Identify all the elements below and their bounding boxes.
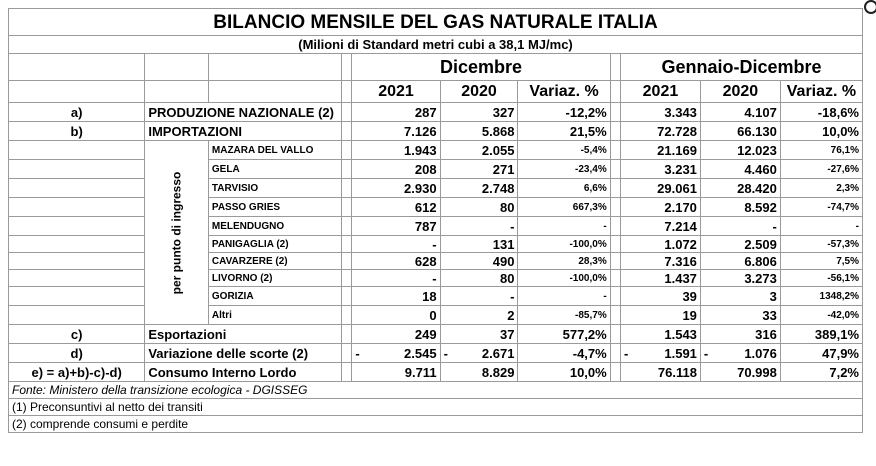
separator-cell (610, 160, 620, 179)
cell-year-2020: 4.107 (700, 103, 780, 122)
row-esportazioni (9, 325, 863, 344)
separator-cell (342, 198, 352, 217)
cell-year-2020: 66.130 (700, 122, 780, 141)
cell-year-variation: 47,9% (780, 344, 862, 363)
header-separator (342, 81, 352, 103)
cell-month-variation: 577,2% (518, 325, 610, 344)
cell-year-2021: 39 (620, 287, 700, 306)
separator-cell (342, 363, 352, 382)
sign-minus: - (623, 345, 629, 361)
cell-month-2021: 18 (352, 287, 440, 306)
separator-cell (342, 325, 352, 344)
header-year-2020: 2020 (700, 81, 780, 103)
header-separator (342, 54, 352, 81)
cell-year-2021: 29.061 (620, 179, 700, 198)
cell-year-2021 (620, 344, 700, 363)
cell-month-variation: -85,7% (518, 306, 610, 325)
cell-year-2021: 76.118 (620, 363, 700, 382)
cell-year-variation: 1348,2% (780, 287, 862, 306)
cell-month-2021: - (352, 270, 440, 287)
cell-month-2021: 287 (352, 103, 440, 122)
blank-cell (9, 179, 145, 198)
entry-point-name: PANIGAGLIA (2) (208, 236, 341, 253)
cell-year-variation: -27,6% (780, 160, 862, 179)
cell-month-variation: 667,3% (518, 198, 610, 217)
value: 2.545 (404, 345, 437, 361)
header-row-years (9, 81, 863, 103)
footnote-row (9, 399, 863, 416)
cell-year-variation: - (780, 217, 862, 236)
header-blank (9, 54, 145, 81)
cell-year-2021: 1.543 (620, 325, 700, 344)
cell-month-variation: 6,6% (518, 179, 610, 198)
entry-point-row (9, 270, 863, 287)
cell-month-variation: -100,0% (518, 270, 610, 287)
cell-month-2020: 37 (440, 325, 518, 344)
balance-table (8, 8, 863, 433)
cell-month-2020: 2 (440, 306, 518, 325)
cell-month-2021: 628 (352, 253, 440, 270)
separator-cell (342, 217, 352, 236)
cell-month-2020: 5.868 (440, 122, 518, 141)
gas-balance-sheet (8, 8, 863, 433)
cell-month-2020: 80 (440, 270, 518, 287)
value: 2.671 (481, 345, 515, 361)
cell-month-2021: 9.711 (352, 363, 440, 382)
sign-minus: - (703, 345, 709, 361)
cell-month-variation: -4,7% (518, 344, 610, 363)
row-consumo-interno-lordo (9, 363, 863, 382)
separator-cell (342, 287, 352, 306)
cell-month-2020: 490 (440, 253, 518, 270)
header-year-2021: 2021 (620, 81, 700, 103)
header-separator (610, 54, 620, 81)
entry-points-label-text: per punto di ingresso (169, 171, 184, 294)
cell-month-2021: 787 (352, 217, 440, 236)
separator-cell (610, 141, 620, 160)
row-variazione-scorte (9, 344, 863, 363)
footnote-2: (2) comprende consumi e perdite (9, 416, 863, 433)
value: 1.076 (744, 345, 777, 361)
cell-month-2020: - (440, 217, 518, 236)
row-label: Consumo Interno Lordo (145, 363, 342, 382)
row-label: Esportazioni (145, 325, 342, 344)
entry-points-vertical-label (145, 141, 209, 325)
row-code: e) = a)+b)-c)-d) (9, 363, 145, 382)
header-dicembre: Dicembre (352, 54, 610, 81)
cell-month-variation: -23,4% (518, 160, 610, 179)
footnote-1: (1) Preconsuntivi al netto dei transiti (9, 399, 863, 416)
value: 1.591 (664, 345, 697, 361)
separator-cell (610, 236, 620, 253)
separator-cell (610, 325, 620, 344)
cell-year-2020: 316 (700, 325, 780, 344)
separator-cell (610, 103, 620, 122)
footnote-row (9, 416, 863, 433)
blank-cell (9, 217, 145, 236)
separator-cell (610, 198, 620, 217)
header-blank (9, 81, 145, 103)
cell-year-2020: 12.023 (700, 141, 780, 160)
entry-point-row (9, 287, 863, 306)
blank-cell (9, 253, 145, 270)
table-title: BILANCIO MENSILE DEL GAS NATURALE ITALIA (9, 9, 863, 36)
entry-point-row (9, 198, 863, 217)
separator-cell (610, 306, 620, 325)
separator-cell (342, 141, 352, 160)
subtitle-row (9, 36, 863, 54)
blank-cell (9, 287, 145, 306)
header-blank (208, 81, 341, 103)
cell-month-variation: 28,3% (518, 253, 610, 270)
cell-year-variation: 10,0% (780, 122, 862, 141)
cell-month-2020: 8.829 (440, 363, 518, 382)
cell-year-2020: 3.273 (700, 270, 780, 287)
entry-point-row (9, 306, 863, 325)
cell-year-2020: 28.420 (700, 179, 780, 198)
entry-point-name: LIVORNO (2) (208, 270, 341, 287)
entry-point-name: MAZARA DEL VALLO (208, 141, 341, 160)
cell-month-2021: 2.930 (352, 179, 440, 198)
cell-year-2020 (700, 344, 780, 363)
cell-year-variation: -56,1% (780, 270, 862, 287)
cell-year-2020: 2.509 (700, 236, 780, 253)
separator-cell (342, 236, 352, 253)
separator-cell (610, 179, 620, 198)
header-blank (145, 81, 209, 103)
row-produzione (9, 103, 863, 122)
blank-cell (9, 160, 145, 179)
separator-cell (342, 122, 352, 141)
separator-cell (610, 217, 620, 236)
cell-month-variation: -100,0% (518, 236, 610, 253)
row-code: b) (9, 122, 145, 141)
entry-point-name: Altri (208, 306, 341, 325)
entry-point-name: CAVARZERE (2) (208, 253, 341, 270)
cell-month-variation: -5,4% (518, 141, 610, 160)
cell-month-2020: 327 (440, 103, 518, 122)
cell-year-2020: 4.460 (700, 160, 780, 179)
cell-year-2020: 33 (700, 306, 780, 325)
footnote-source: Fonte: Ministero della transizione ecologica - DGISSEG (9, 382, 863, 399)
cell-year-2021: 1.072 (620, 236, 700, 253)
separator-cell (610, 287, 620, 306)
blank-cell (9, 141, 145, 160)
cell-month-2020: 2.055 (440, 141, 518, 160)
footnote-row (9, 382, 863, 399)
header-row-groups (9, 54, 863, 81)
header-blank (208, 54, 341, 81)
cell-month-variation: - (518, 287, 610, 306)
header-month-2021: 2021 (352, 81, 440, 103)
separator-cell (610, 363, 620, 382)
blank-cell (9, 306, 145, 325)
cell-year-2020: 8.592 (700, 198, 780, 217)
close-circle-icon[interactable] (864, 0, 876, 14)
separator-cell (342, 179, 352, 198)
cell-year-2021: 3.231 (620, 160, 700, 179)
cell-month-variation: 21,5% (518, 122, 610, 141)
header-year-variation: Variaz. % (780, 81, 862, 103)
header-blank (145, 54, 209, 81)
header-gennaio-dicembre: Gennaio-Dicembre (620, 54, 862, 81)
sign-minus: - (355, 345, 360, 361)
entry-point-row (9, 236, 863, 253)
entry-point-row (9, 253, 863, 270)
cell-year-2021: 3.343 (620, 103, 700, 122)
separator-cell (342, 270, 352, 287)
cell-year-2021: 7.214 (620, 217, 700, 236)
cell-year-2021: 2.170 (620, 198, 700, 217)
cell-year-variation: -18,6% (780, 103, 862, 122)
cell-month-2020: - (440, 287, 518, 306)
separator-cell (610, 270, 620, 287)
separator-cell (342, 306, 352, 325)
entry-point-name: GORIZIA (208, 287, 341, 306)
cell-month-variation: - (518, 217, 610, 236)
row-code: c) (9, 325, 145, 344)
cell-year-variation: 389,1% (780, 325, 862, 344)
cell-year-2021: 7.316 (620, 253, 700, 270)
entry-point-name: GELA (208, 160, 341, 179)
cell-month-variation: -12,2% (518, 103, 610, 122)
blank-cell (9, 198, 145, 217)
cell-month-2021: 7.126 (352, 122, 440, 141)
cell-month-2020: 271 (440, 160, 518, 179)
header-month-2020: 2020 (440, 81, 518, 103)
cell-month-2020 (440, 344, 518, 363)
cell-month-2021: 249 (352, 325, 440, 344)
header-separator (610, 81, 620, 103)
cell-year-2020: 3 (700, 287, 780, 306)
cell-year-2021: 19 (620, 306, 700, 325)
cell-year-variation: -42,0% (780, 306, 862, 325)
cell-year-2021: 21.169 (620, 141, 700, 160)
separator-cell (610, 344, 620, 363)
separator-cell (342, 253, 352, 270)
title-row (9, 9, 863, 36)
entry-point-name: PASSO GRIES (208, 198, 341, 217)
entry-point-row (9, 217, 863, 236)
cell-month-2021: 1.943 (352, 141, 440, 160)
cell-year-2020: 6.806 (700, 253, 780, 270)
cell-year-variation: 2,3% (780, 179, 862, 198)
cell-month-2020: 131 (440, 236, 518, 253)
row-label: IMPORTAZIONI (145, 122, 342, 141)
cell-year-2021: 72.728 (620, 122, 700, 141)
row-code: d) (9, 344, 145, 363)
entry-point-name: TARVISIO (208, 179, 341, 198)
table-subtitle: (Milioni di Standard metri cubi a 38,1 MJ/mc) (9, 36, 863, 54)
cell-year-2021: 1.437 (620, 270, 700, 287)
row-code: a) (9, 103, 145, 122)
cell-month-2021 (352, 344, 440, 363)
separator-cell (610, 122, 620, 141)
cell-month-2020: 2.748 (440, 179, 518, 198)
cell-year-variation: 76,1% (780, 141, 862, 160)
entry-point-name: MELENDUGNO (208, 217, 341, 236)
sign-minus: - (443, 345, 448, 361)
cell-month-variation: 10,0% (518, 363, 610, 382)
cell-year-variation: -74,7% (780, 198, 862, 217)
cell-year-variation: 7,2% (780, 363, 862, 382)
separator-cell (342, 160, 352, 179)
cell-month-2021: 612 (352, 198, 440, 217)
separator-cell (610, 253, 620, 270)
row-label: Variazione delle scorte (2) (145, 344, 342, 363)
cell-year-variation: -57,3% (780, 236, 862, 253)
cell-year-2020: - (700, 217, 780, 236)
cell-year-2020: 70.998 (700, 363, 780, 382)
entry-point-row (9, 160, 863, 179)
blank-cell (9, 236, 145, 253)
row-label: PRODUZIONE NAZIONALE (2) (145, 103, 342, 122)
entry-point-row (9, 141, 863, 160)
cell-year-variation: 7,5% (780, 253, 862, 270)
header-month-variation: Variaz. % (518, 81, 610, 103)
blank-cell (9, 270, 145, 287)
row-importazioni (9, 122, 863, 141)
separator-cell (342, 103, 352, 122)
separator-cell (342, 344, 352, 363)
cell-month-2021: 208 (352, 160, 440, 179)
entry-point-row (9, 179, 863, 198)
cell-month-2021: 0 (352, 306, 440, 325)
cell-month-2020: 80 (440, 198, 518, 217)
cell-month-2021: - (352, 236, 440, 253)
